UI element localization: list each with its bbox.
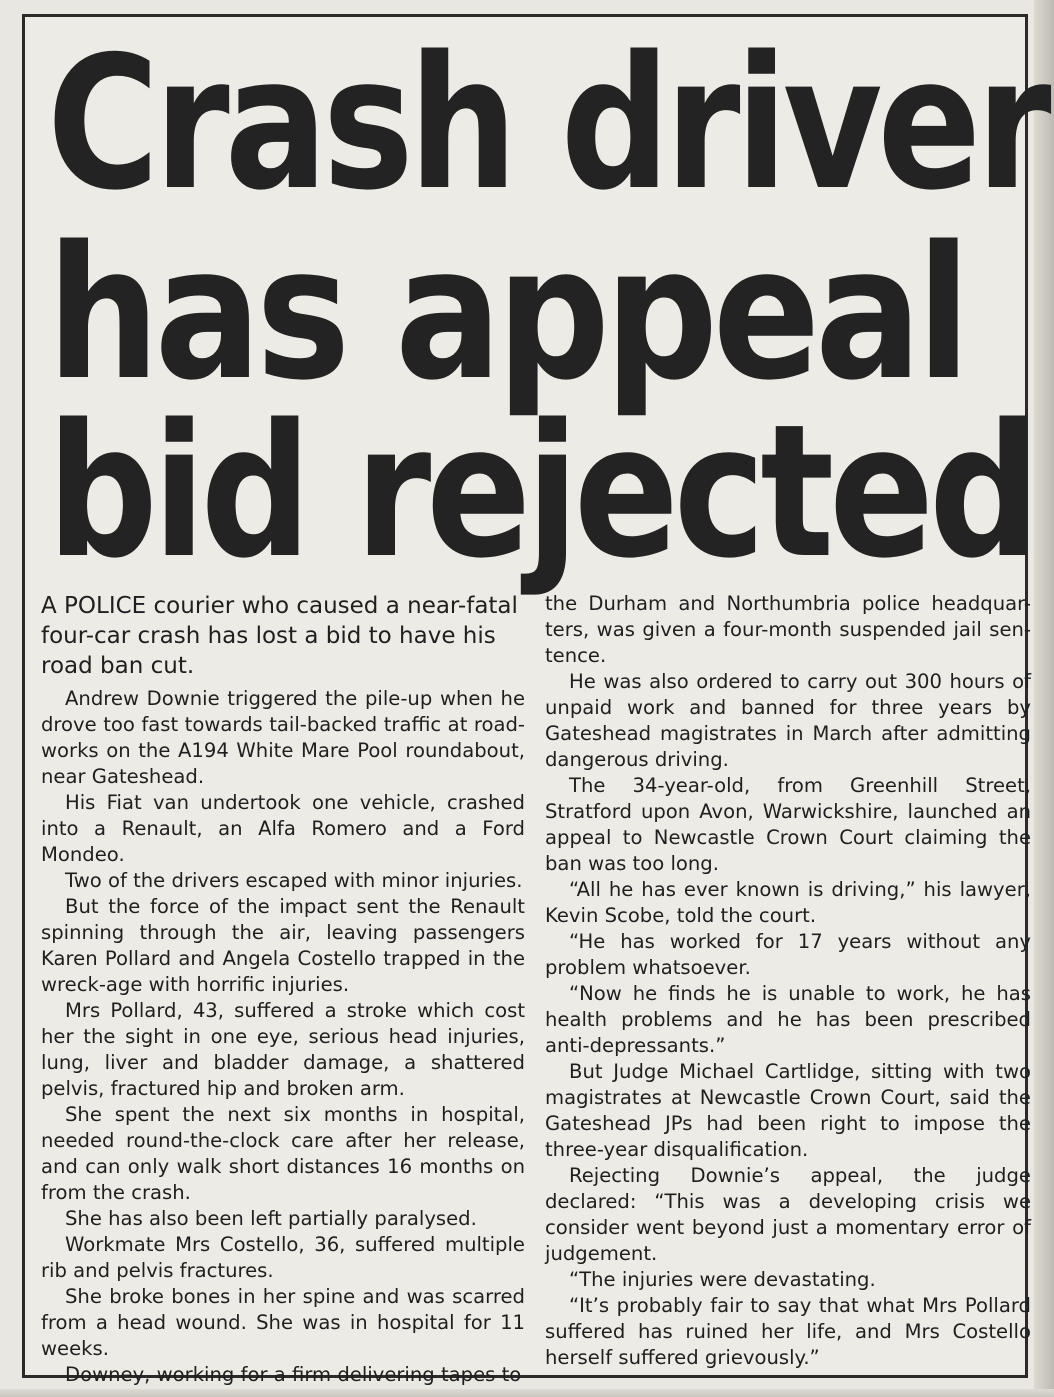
- body-paragraph: “All he has ever known is driving,” his lawyer, Kevin Scobe, told the court.: [545, 878, 1031, 927]
- body-paragraph: Rejecting Downie’s appeal, the judge declared: “This was a developing crisis we consider went beyond just a momentary error of judgement.: [545, 1164, 1031, 1265]
- headline: [25, 17, 1047, 599]
- headline-line-2: has appeal: [47, 207, 966, 421]
- body-paragraph: She broke bones in her spine and was scarred from a head wound. She was in hospital for 11 weeks.: [41, 1285, 525, 1360]
- body-paragraph: “The injuries were devastating.: [569, 1268, 876, 1291]
- article-column-left: [41, 591, 525, 1388]
- headline-line-1: Crash driver: [47, 17, 1047, 231]
- body-paragraph: Downey, working for a firm delivering tapes to: [65, 1363, 522, 1386]
- body-paragraph: Mrs Pollard, 43, suffered a stroke which cost her the sight in one eye, serious head injuries, lung, liver and bladder damage, a shattered pelvis, fractured hip and broken arm.: [41, 999, 525, 1100]
- body-paragraph-continued: the Durham and Northumbria police headquar-ters, was given a four-month suspended jail sen-tence.: [545, 592, 1031, 667]
- body-paragraph: He was also ordered to carry out 300 hours of unpaid work and banned for three years by Gateshead magistrates in March after admitting dangerous driving.: [545, 670, 1031, 771]
- body-paragraph: But Judge Michael Cartlidge, sitting with two magistrates at Newcastle Crown Court, said the Gateshead JPs had been right to impose the three-year disqualification.: [545, 1060, 1031, 1161]
- body-paragraph: She spent the next six months in hospital, needed round-the-clock care after her release, and can only walk short distances 16 months on from the crash.: [41, 1103, 525, 1204]
- body-paragraph: The 34-year-old, from Greenhill Street, Stratford upon Avon, Warwickshire, launched an appeal to Newcastle Crown Court claiming the ban was too long.: [545, 774, 1031, 875]
- body-paragraph: Workmate Mrs Costello, 36, suffered multiple rib and pelvis fractures.: [41, 1233, 525, 1282]
- headline-line-3: bid rejected: [47, 385, 1035, 599]
- body-paragraph: “Now he finds he is unable to work, he has health problems and he has been prescribed anti-depressants.”: [545, 982, 1031, 1057]
- body-paragraph: She has also been left partially paralysed.: [65, 1207, 477, 1230]
- lead-paragraph: A POLICE courier who caused a near-fatal four-car crash has lost a bid to have his road ban cut.: [41, 593, 518, 679]
- newspaper-clipping: [22, 14, 1047, 1386]
- body-paragraph: His Fiat van undertook one vehicle, crashed into a Renault, an Alfa Romero and a Ford Mondeo.: [41, 791, 525, 866]
- body-paragraph: “He has worked for 17 years without any problem whatsoever.: [545, 930, 1031, 979]
- article-column-right: [545, 591, 1031, 1371]
- body-paragraph: “It’s probably fair to say that what Mrs Pollard suffered has ruined her life, and Mrs Costello herself suffered grievously.”: [545, 1294, 1031, 1369]
- page-edge-bottom: [0, 1389, 1054, 1397]
- body-paragraph: Two of the drivers escaped with minor injuries.: [65, 869, 523, 892]
- body-paragraph: But the force of the impact sent the Renault spinning through the air, leaving passengers Karen Pollard and Angela Costello trapped in the wreck-age with horrific injuries.: [41, 895, 525, 996]
- body-paragraph: Andrew Downie triggered the pile-up when he drove too fast towards tail-backed traffic at road-works on the A194 White Mare Pool roundabout, near Gateshead.: [41, 687, 525, 788]
